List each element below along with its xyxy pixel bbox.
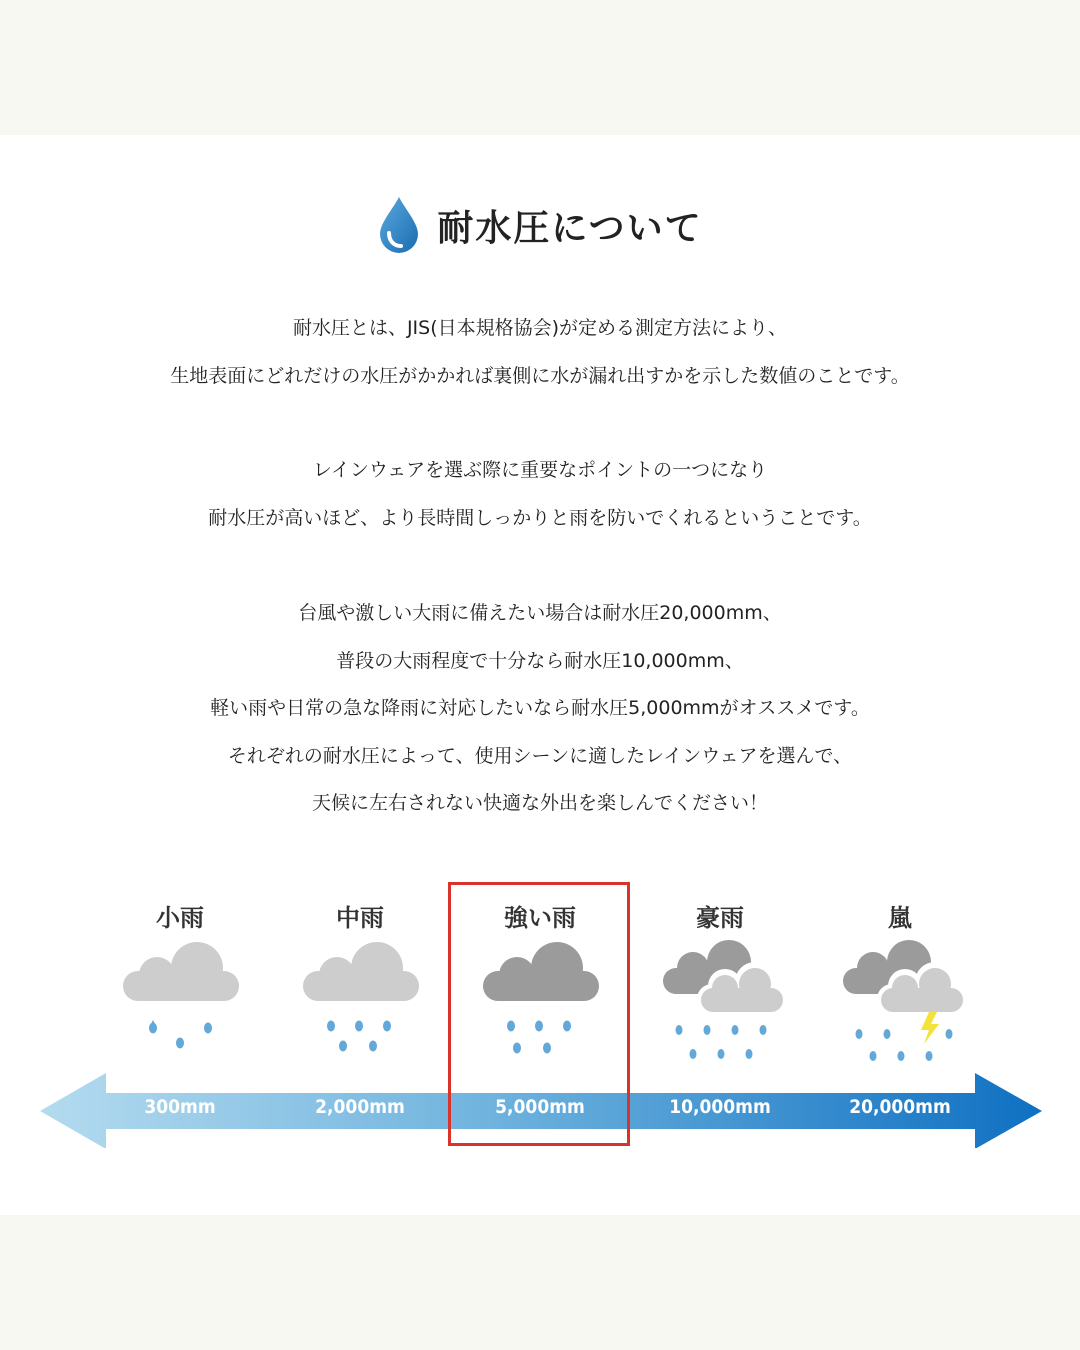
paragraph-recommendation (40, 590, 1040, 828)
text-line: 耐水圧とは、JIS(日本規格協会)が定める測定方法により、 (292, 317, 788, 339)
level-downpour (630, 880, 810, 1160)
downpour-cloud-icon (645, 938, 795, 1063)
text-line: 生地表面にどれだけの水圧がかかれば裏側に水が漏れ出すかを示した数値のことです。 (170, 364, 910, 387)
mm-label: 20,000mm (849, 1096, 951, 1118)
level-label: 小雨 (156, 904, 204, 932)
text-line: 耐水圧が高いほど、より長時間しっかりと雨を防いでくれるということです。 (208, 506, 872, 529)
level-label: 豪雨 (696, 904, 744, 932)
water-drop-icon (377, 195, 421, 255)
level-light-rain (90, 880, 270, 1160)
bottom-band (0, 1215, 1080, 1350)
paragraph-definition (40, 305, 1040, 400)
text-line: レインウェアを選ぶ際に重要なポイントの一つになり (312, 459, 768, 481)
mm-label: 2,000mm (315, 1096, 405, 1118)
level-label: 強い雨 (504, 904, 576, 932)
mm-label: 300mm (144, 1096, 216, 1118)
highlight-box (448, 882, 630, 1146)
text-line: 台風や激しい大雨に備えたい場合は耐水圧20,000mm、 (298, 602, 782, 624)
top-band (0, 0, 1080, 135)
text-line: 普段の大雨程度で十分なら耐水圧10,000mm、 (336, 649, 744, 672)
level-label: 嵐 (888, 904, 912, 932)
storm-cloud-icon (825, 938, 975, 1063)
light-rain-cloud-icon (105, 938, 255, 1063)
moderate-rain-cloud-icon (285, 938, 435, 1063)
text-line: それぞれの耐水圧によって、使用シーンに適したレインウェアを選んで、 (227, 744, 853, 767)
page-title: 耐水圧について (437, 207, 703, 249)
level-storm (810, 880, 990, 1160)
mm-label: 5,000mm (495, 1096, 585, 1118)
level-moderate-rain (270, 880, 450, 1160)
level-label: 中雨 (336, 904, 384, 932)
text-line: 軽い雨や日常の急な降雨に対応したいなら耐水圧5,000mmがオススメです。 (210, 697, 870, 719)
text-line: 天候に左右されない快適な外出を楽しんでください！ (311, 792, 768, 814)
mm-label: 10,000mm (669, 1096, 771, 1118)
title-row (0, 190, 1080, 260)
paragraph-importance (40, 447, 1040, 542)
